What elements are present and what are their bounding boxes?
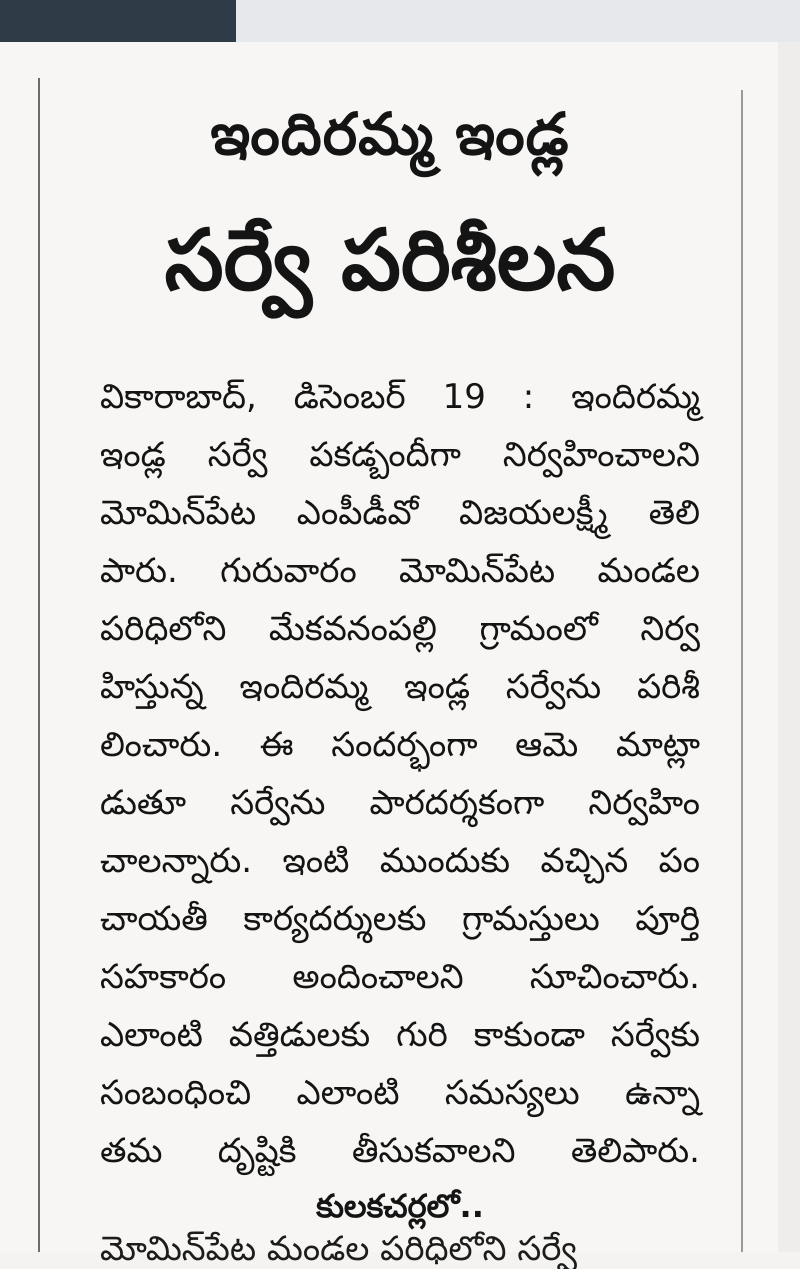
article-line: ఎలాంటి వత్తిడులకు గురి కాకుండా సర్వేకు: [100, 1015, 700, 1055]
article-line: మోమిన్‌పేట ఎంపీడీవో విజయలక్ష్మీ తెలి: [100, 493, 700, 533]
top-bar: [0, 0, 800, 42]
article-line: పరిధిలోని మేకవనంపల్లి గ్రామంలో నిర్వ: [100, 609, 700, 649]
headline-line-1: ఇందిరమ్మ ఇండ్ల: [210, 100, 570, 168]
article-line: పారు. గురువారం మోమిన్‌పేట మండల: [100, 551, 700, 591]
article-line: హిస్తున్న ఇందిరమ్మ ఇండ్ల సర్వేను పరిశీ: [100, 667, 700, 707]
article-line: సహకారం అందించాలని సూచించారు.: [100, 957, 700, 997]
headline-line-2: సర్వే పరిశీలన: [164, 211, 616, 309]
article-line: చాయతీ కార్యదర్శులకు గ్రామస్తులు పూర్తి: [100, 899, 700, 939]
article-line: ఇండ్ల సర్వే పకడ్బందీగా నిర్వహించాలని: [100, 435, 700, 475]
article-line: తమ దృష్టికి తీసుకవాలని తెలిపారు.: [100, 1131, 700, 1171]
article-cut-line-text: మోమిన్‌పేట మండల పరిధిలోని సర్వే: [100, 1229, 577, 1269]
column-rule-right: [741, 90, 743, 1252]
article-cut-line: [100, 1229, 700, 1269]
top-bar-dark-segment: [0, 0, 236, 42]
article-line: వికారాబాద్, డిసెంబర్ 19 : ఇందిరమ్మ: [100, 377, 700, 417]
column-rule-left: [38, 78, 40, 1252]
article-line: సంబంధించి ఎలాంటి సమస్యలు ఉన్నా: [100, 1073, 700, 1113]
article-line: చాలన్నారు. ఇంటి ముందుకు వచ్చిన పం: [100, 841, 700, 881]
article-line: డుతూ సర్వేను పారదర్శకంగా నిర్వహిం: [100, 783, 700, 823]
adjacent-column-edge: [778, 42, 800, 1252]
article-body: [100, 368, 700, 1180]
article-subhead: కులకచర్లలో..: [316, 1187, 484, 1225]
article-line: లించారు. ఈ సందర్భంగా ఆమె మాట్లా: [100, 725, 700, 765]
